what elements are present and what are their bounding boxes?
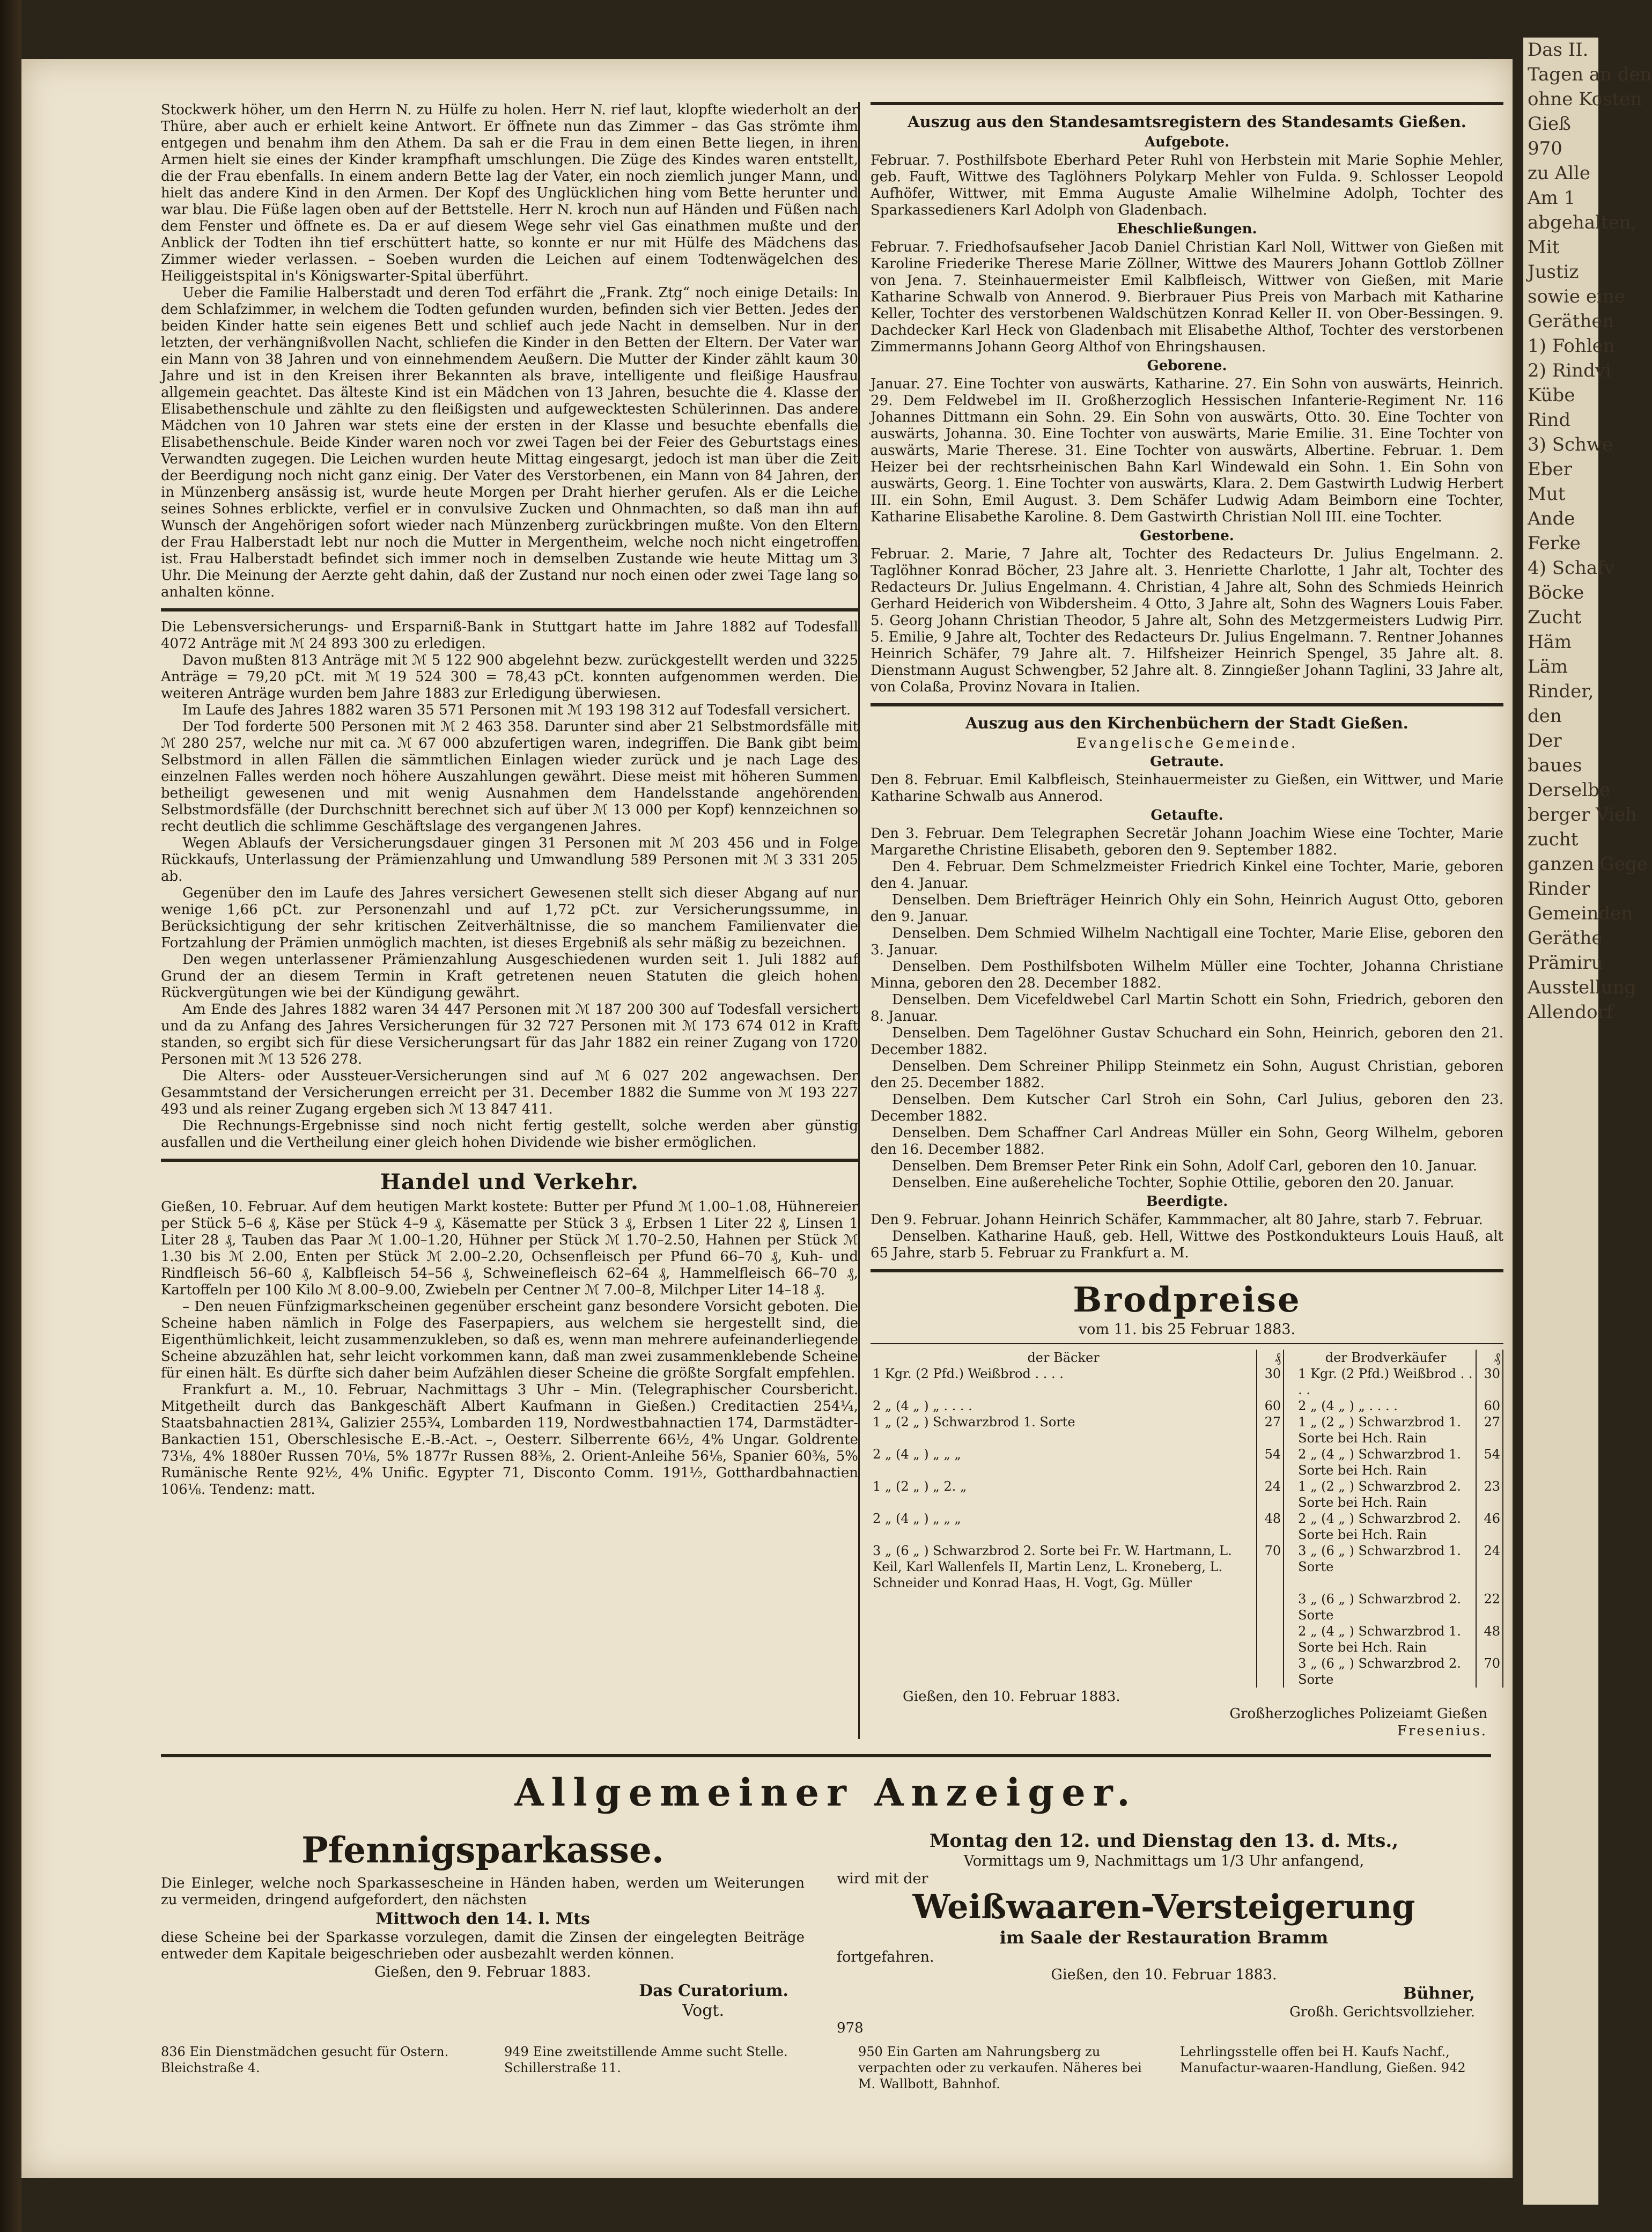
- sparkasse-ad: [161, 1829, 805, 2020]
- baptism-entry: Denselben. Dem Schmied Wilhelm Nachtigall eine Tochter, Marie Elise, geboren den 3. Januar.: [871, 925, 1503, 958]
- adjacent-page-text: 3) Schwe: [1528, 434, 1613, 455]
- spacer: [1284, 1478, 1296, 1511]
- auction-date: Montag den 12. und Dienstag den 13. d. Mts.,: [929, 1830, 1399, 1852]
- verkaeufer-item: 2 „ (4 „ ) Schwarzbrod 1. Sorte bei Hch. Rain: [1298, 1447, 1461, 1478]
- table-row: [871, 1414, 1503, 1446]
- brodpreise-date: Gießen, den 10. Februar 1883.: [903, 1689, 1120, 1705]
- book-binding: [0, 0, 21, 2232]
- geborene-heading: Geborene.: [1147, 358, 1227, 374]
- spacer: [1284, 1591, 1296, 1623]
- baecker-item: 1 „ (2 „ ) „ 2. „: [873, 1479, 967, 1494]
- verkaeufer-item: 3 „ (6 „ ) Schwarzbrod 2. Sorte: [1298, 1656, 1461, 1687]
- adjacent-page-text: Der: [1528, 730, 1562, 752]
- ad-text: Eine zweitstillende Amme sucht Stelle. Schillerstraße 11.: [504, 2044, 788, 2075]
- adjacent-page-text: ganzen Gege: [1528, 853, 1648, 875]
- insurance-article: [161, 619, 858, 1151]
- table-row: [871, 1446, 1503, 1478]
- brodpreise-office: Großherzogliches Polizeiamt Gießen: [1229, 1706, 1487, 1722]
- auction-signature: Bühner,: [1403, 1984, 1475, 2003]
- table-row: [871, 1543, 1503, 1591]
- spacer: [1284, 1543, 1296, 1591]
- right-column: [858, 102, 1503, 1739]
- adjacent-page-text: zucht: [1528, 829, 1579, 850]
- adjacent-page-text: Ande: [1528, 508, 1575, 529]
- ad-number: 978: [837, 2020, 864, 2036]
- adjacent-page-text: 4) Schafv: [1528, 557, 1614, 579]
- adjacent-page-text: Mut: [1528, 483, 1566, 505]
- verkaeufer-price: 22: [1476, 1591, 1503, 1623]
- adjacent-page-edge: [1523, 38, 1652, 2205]
- small-ad: [504, 2044, 805, 2076]
- getraute-text: Den 8. Februar. Emil Kalbfleisch, Steinhauermeister zu Gießen, ein Wittwer, und Marie Katharine Schwalb aus Annerod.: [871, 772, 1503, 805]
- verkaeufer-price: 54: [1476, 1446, 1503, 1478]
- baptism-entry: Den 4. Februar. Dem Schmelzmeister Friedrich Kinkel eine Tochter, Marie, geboren den 4. Januar.: [871, 859, 1503, 892]
- table-row: [871, 1478, 1503, 1511]
- beerdigte-heading: Beerdigte.: [1146, 1194, 1228, 1210]
- ad-number: 950: [858, 2044, 883, 2059]
- section-divider: [871, 1343, 1503, 1344]
- geborene-text: Januar. 27. Eine Tochter von auswärts, Katharine. 27. Ein Sohn von auswärts, Heinrich. 29. Dem Feldwebel im II. Großherzoglich Hessischen Infanterie-Regiment Nr. 116 Johannes Dittmann ein Sohn. 29. Ein Sohn von auswärts, Otto. 30. Eine Tochter von auswärts, Johanna. 30. Eine Tochter von auswärts, Marie Emilie. 31. Eine Tochter von auswärts, Marie Therese. 31. Eine Tochter von auswärts, Albertine. Februar. 1. Dem Heizer bei der rechtsrheinischen Bahn Karl Windewald ein Sohn. 1. Ein Sohn von auswärts, Georg. 1. Eine Tochter von auswärts, Klara. 2. Dem Gastwirth Ludwig Herbert III. ein Sohn, Emil August. 3. Dem Schäfer Ludwig Adam Beimborn eine Tochter, Katharine Elisabethe Karoline. 8. Dem Gastwirth Christian Noll III. eine Tochter.: [871, 376, 1503, 525]
- article-paragraph: Die Alters- oder Aussteuer-Versicherungen sind auf ℳ 6 027 202 angewachsen. Der Gesammtstand der Versicherungen erreicht per 31. December 1882 die Summe von ℳ 193 227 493 und als reiner Zugang ergeben sich ℳ 13 847 411.: [161, 1068, 858, 1117]
- brodpreise-period: vom 11. bis 25 Februar 1883.: [1078, 1321, 1296, 1338]
- adjacent-page-text: baues: [1528, 755, 1582, 776]
- baecker-price: 70: [1257, 1543, 1284, 1591]
- baecker-header: der Bäcker: [1027, 1350, 1100, 1365]
- verkaeufer-price: 23: [1476, 1478, 1503, 1511]
- auction-time: Vormittags um 9, Nachmittags um 1/3 Uhr anfangend,: [963, 1853, 1365, 1869]
- spacer: [1284, 1398, 1296, 1414]
- spacer: [1284, 1655, 1296, 1688]
- sparkasse-date: Mittwoch den 14. l. Mts: [375, 1910, 590, 1928]
- verkaeufer-item: 2 „ (4 „ ) „ . . . .: [1298, 1398, 1398, 1413]
- continuation-article: [161, 102, 858, 601]
- advertisement-section: [161, 1770, 1491, 2036]
- adjacent-page-text: 1) Fohlen: [1528, 335, 1615, 357]
- getaufte-heading: Getaufte.: [1150, 807, 1223, 823]
- auction-continue: fortgefahren.: [837, 1949, 934, 1965]
- article-paragraph: – Den neuen Fünfzigmarkscheinen gegenüber erscheint ganz besondere Vorsicht geboten. Die Scheine haben nämlich in Folge des Faserpapiers, aus welchem sie hergestellt sind, die Eigenthümlichkeit, leicht zusammenzukleben, so daß es, wenn man mehrere aufeinanderliegende Scheine abzuzählen hat, sehr leicht vorkommen kann, daß man zwei zusammenklebende Scheine für einen hält. Es dürfte sich daher beim Aufzählen dieser Scheine die größte Sorgfalt empfehlen.: [161, 1299, 858, 1381]
- baptism-entry: Denselben. Dem Kutscher Carl Stroh ein Sohn, Carl Julius, geboren den 23. December 1882.: [871, 1092, 1503, 1124]
- adjacent-page-text: Häm: [1528, 631, 1572, 653]
- section-divider: [161, 608, 858, 612]
- gestorbene-text: Februar. 2. Marie, 7 Jahre alt, Tochter des Redacteurs Dr. Julius Engelmann. 2. Taglöhner Konrad Böcher, 23 Jahre alt. 3. Henriette Charlotte, 1 Jahr alt, Tochter des Redacteurs Dr. Julius Engelmann. 4. Christian, 4 Jahre alt, Sohn des Schmieds Heinrich Gerhard Heiderich von Wibdersheim. 4 Otto, 3 Jahre alt, Sohn des Wagners Louis Faber. 5. Georg Johann Christian Theodor, 5 Jahre alt, Sohn des Metzgermeisters Ludwig Pirr. 5. Emilie, 9 Jahre alt, Tochter des Redacteurs Dr. Julius Engelmann. 7. Rentner Johannes Heinrich Schäfer, 79 Jahre alt. 7. Hilfsheizer Heinrich Spengel, 35 Jahre alt. 8. Dienstmann August Schwengber, 52 Jahre alt. 8. Zinngießer Johann Taglini, 33 Jahre alt, von Colaßa, Provinz Novara in Italien.: [871, 546, 1503, 695]
- article-paragraph: Gegenüber den im Laufe des Jahres versichert Gewesenen stellt sich dieser Abgang auf nur wenige 1,66 pCt. zur Personenzahl und auf 1,72 pCt. zur Versicherungssumme, in Berücksichtigung der sehr kritischen Zeitverhältnisse, die so manchem Familienvater die Fortzahlung der Prämien unmöglich machten, ist dieses Ergebniß als sehr mäßig zu bezeichnen.: [161, 885, 858, 951]
- article-paragraph: Die Lebensversicherungs- und Ersparniß-Bank in Stuttgart hatte im Jahre 1882 auf Todesfall 4072 Anträge mit ℳ 24 893 300 zu erledigen.: [161, 619, 858, 652]
- adjacent-page-text: Rinder: [1528, 878, 1590, 900]
- spacer: [1284, 1414, 1296, 1446]
- sparkasse-title: Pfennigsparkasse.: [301, 1829, 664, 1871]
- sparkasse-text: diese Scheine bei der Sparkasse vorzulegen, damit die Zinsen der eingelegten Beiträge entweder dem Kapitale beigeschrieben oder ausbezahlt werden können.: [161, 1929, 805, 1962]
- auction-place: im Saale der Restauration Bramm: [999, 1927, 1329, 1948]
- baptism-entry: Den 3. Februar. Dem Telegraphen Secretär Johann Joachim Wiese eine Tochter, Marie Margarethe Christine Elisabeth, geboren den 9. September 1882.: [871, 826, 1503, 858]
- verkaeufer-price: 70: [1476, 1655, 1503, 1688]
- adjacent-page-text: Derselbe: [1528, 779, 1610, 801]
- getraute-heading: Getraute.: [1150, 754, 1224, 770]
- ad-number: 942: [1441, 2060, 1466, 2075]
- section-divider: [161, 1159, 858, 1162]
- verkaeufer-price: 27: [1476, 1414, 1503, 1446]
- baecker-price: 30: [1257, 1366, 1284, 1398]
- kirchen-subheading: Evangelische Gemeinde.: [1076, 735, 1298, 752]
- verkaeufer-price: 30: [1476, 1366, 1503, 1398]
- adjacent-page-text: sowie eine: [1528, 286, 1625, 307]
- baecker-price: [1257, 1623, 1284, 1655]
- baecker-item: 1 Kgr. (2 Pfd.) Weißbrod . . . .: [873, 1366, 1064, 1381]
- aufgebote-heading: Aufgebote.: [1144, 134, 1230, 150]
- article-paragraph: Gießen, 10. Februar. Auf dem heutigen Markt kostete: Butter per Pfund ℳ 1.00–1.08, Hühnereier per Stück 5–6 ₰, Käse per Stück 4–9 ₰, Käsematte per Stück 3 ₰, Erbsen 1 Liter 22 ₰, Linsen 1 Liter 28 ₰, Tauben das Paar ℳ 1.00–1.20, Hühner per Stück ℳ 1.70–2.50, Hahnen per Stück ℳ 1.30 bis ℳ 2.00, Enten per Stück ℳ 2.00–2.20, Ochsenfleisch per Pfund 66–70 ₰, Kuh- und Rindfleisch 56–60 ₰, Kalbfleisch 54–56 ₰, Schweinefleisch 62–64 ₰, Hammelfleisch 66–70 ₰, Kartoffeln per 100 Kilo ℳ 8.00–9.00, Zwiebeln per Centner ℳ 7.00–8, Milchper Liter 14–18 ₰.: [161, 1199, 858, 1298]
- adjacent-page-text: Rinder,: [1528, 681, 1594, 702]
- baptism-entry: Denselben. Dem Posthilfsboten Wilhelm Müller eine Tochter, Johanna Christiane Minna, geboren den 28. December 1882.: [871, 959, 1503, 991]
- baptism-entry: Denselben. Dem Vicefeldwebel Carl Martin Schott ein Sohn, Friedrich, geboren den 8. Januar.: [871, 992, 1503, 1025]
- article-paragraph: Die Rechnungs-Ergebnisse sind noch nicht fertig gestellt, solche werden aber günstig ausfallen und die Vertheilung einer gleich hohen Dividende wie bisher ermöglichen.: [161, 1118, 858, 1151]
- trade-heading: Handel und Verkehr.: [380, 1169, 639, 1195]
- ad-text: Ein Dienstmädchen gesucht für Ostern. Bleichstraße 4.: [161, 2044, 449, 2075]
- adjacent-page-text: Gemeinden: [1528, 903, 1633, 924]
- table-row: [871, 1398, 1503, 1414]
- sparkasse-signature-name: Vogt.: [682, 2001, 724, 2020]
- adjacent-page-text: Böcke: [1528, 582, 1584, 603]
- article-paragraph: Davon mußten 813 Anträge mit ℳ 5 122 900 abgelehnt bezw. zurückgestellt werden und 3225 Anträge = 79,20 pCt. mit ℳ 19 524 300 = 78,43 pCt. konnten aufgenommen werden. Die weiteren Anträge wurden bem Jahre 1883 zur Erledigung überwiesen.: [161, 652, 858, 702]
- small-ad: [161, 2044, 483, 2076]
- baecker-item: 2 „ (4 „ ) „ „ „: [873, 1511, 961, 1526]
- verkaeufer-item: 1 „ (2 „ ) Schwarzbrod 2. Sorte bei Hch. Rain: [1298, 1479, 1461, 1510]
- left-column: [161, 102, 858, 1498]
- verkaeufer-item: 3 „ (6 „ ) Schwarzbrod 2. Sorte: [1298, 1592, 1461, 1623]
- baecker-item: 3 „ (6 „ ) Schwarzbrod 2. Sorte bei Fr. W. Hartmann, L. Keil, Karl Wallenfels II, Martin Lenz, L. Kroneberg, L. Schneider und Konrad Haas, H. Vogt, Gg. Müller: [873, 1543, 1232, 1590]
- verkaeufer-item: 1 Kgr. (2 Pfd.) Weißbrod . . . .: [1298, 1366, 1473, 1397]
- small-ad: [1180, 2044, 1491, 2076]
- adjacent-page-text: Läm: [1528, 656, 1568, 677]
- bread-rows: [871, 1366, 1503, 1688]
- gestorbene-heading: Gestorbene.: [1140, 528, 1234, 544]
- table-row: [871, 1511, 1503, 1543]
- burial-entry: Den 9. Februar. Johann Heinrich Schäfer, Kammmacher, alt 80 Jahre, starb 7. Februar.: [871, 1212, 1483, 1228]
- baecker-item: 1 „ (2 „ ) Schwarzbrod 1. Sorte: [873, 1415, 1075, 1430]
- table-row: [871, 1623, 1503, 1655]
- adjacent-page-text: Eber: [1528, 459, 1572, 480]
- bread-price-table: [871, 1350, 1503, 1688]
- baptism-entry: Denselben. Dem Briefträger Heinrich Ohly ein Sohn, Heinrich August Otto, geboren den 9. Januar.: [871, 892, 1503, 925]
- auction-lead: wird mit der: [837, 1870, 928, 1887]
- article-paragraph: Im Laufe des Jahres 1882 waren 35 571 Personen mit ℳ 193 198 312 auf Todesfall versichert.: [182, 702, 851, 718]
- adjacent-page-text: Justiz: [1528, 261, 1579, 283]
- adjacent-page-text: ohne Kosten: [1528, 89, 1642, 110]
- baptism-entry: Denselben. Dem Schaffner Carl Andreas Müller ein Sohn, Georg Wilhelm, geboren den 16. December 1882.: [871, 1125, 1503, 1158]
- standesamt-heading: Auszug aus den Standesamtsregistern des Standesamts Gießen.: [908, 113, 1466, 131]
- article-paragraph: Den wegen unterlassener Prämienzahlung Ausgeschiedenen wurden seit 1. Juli 1882 auf Grund der an diesem Termin in Kraft getretenen neuen Statuten die gleich hohen Rückvergütungen wie bei der Kündigung gewährt.: [161, 952, 858, 1001]
- adjacent-page-text: Gieß: [1528, 113, 1571, 135]
- ad-text: Ein Garten am Nahrungsberg zu verpachten oder zu verkaufen. Näheres bei M. Wallbott, Bahnhof.: [858, 2044, 1142, 2091]
- adjacent-page-text: den: [1528, 705, 1562, 727]
- table-row: [871, 1655, 1503, 1688]
- baecker-price: 27: [1257, 1414, 1284, 1446]
- sparkasse-place: Gießen, den 9. Februar 1883.: [374, 1964, 592, 1980]
- table-row: [871, 1366, 1503, 1398]
- adjacent-page-text: 2) Rindvi: [1528, 360, 1611, 381]
- adjacent-page-text: abgehalten,: [1528, 212, 1637, 233]
- adjacent-page-text: berger Vieh: [1528, 804, 1637, 826]
- auction-ad: [837, 1829, 1491, 2036]
- adjacent-page-text: Allendorf: [1528, 1001, 1613, 1023]
- verkaeufer-price: 60: [1476, 1398, 1503, 1414]
- eheschliessungen-text: Februar. 7. Friedhofsaufseher Jacob Daniel Christian Karl Noll, Wittwer von Gießen mit Karoline Friederike Therese Marie Zöllner, Wittwe des Maurers Johann Gottlob Zöllner von Jena. 7. Steinhauermeister Emil Kalbfleisch, Wittwer von Gießen, mit Marie Katharine Schwalb von Annerod. 9. Bierbrauer Pius Preis von Marbach mit Katharine Keller, Tochter des verstorbenen Waldschützen Konrad Keller II. von Ober-Bessingen. 9. Dachdecker Karl Heck von Gladenbach mit Elisabethe Althof, Tochter des verstorbenen Zimmermanns Johann Georg Althof von Ehringshausen.: [871, 239, 1503, 355]
- adjacent-page-text: 970: [1528, 138, 1562, 159]
- burial-entry: Denselben. Katharine Hauß, geb. Hell, Wittwe des Postkondukteurs Louis Hauß, alt 65 Jahre, starb 5. Februar zu Frankfurt a. M.: [871, 1228, 1503, 1261]
- adjacent-page-text: Das II.: [1528, 39, 1589, 61]
- baptism-entry: Denselben. Dem Schreiner Philipp Steinmetz ein Sohn, August Christian, geboren den 25. December 1882.: [871, 1058, 1503, 1091]
- baecker-item: [871, 1591, 1257, 1623]
- verkaeufer-price: 48: [1476, 1623, 1503, 1655]
- article-paragraph: Ueber die Familie Halberstadt und deren Tod erfährt die „Frank. Ztg“ noch einige Details: In dem Schlafzimmer, in welchem die Todten gefunden wurden, befinden sich vier Betten. Jedes der beiden Kinder hatte sein eigenes Bett und schlief auch jede Nacht in demselben. Nur in der letzten, der verhängnißvollen Nacht, schliefen die Kinder in den Betten der Eltern. Der Vater war ein Mann von 38 Jahren und von einnehmendem Aeußern. Die Mutter der Kinder zählt kaum 30 Jahre und ist in den Kreisen ihrer Bekannten als brave, intelligente und fleißige Hausfrau allgemein geachtet. Das älteste Kind ist ein Mädchen von 13 Jahren, besuchte die 4. Klasse der Elisabethenschule und zählte zu den fleißigsten und aufgewecktesten Schülerinnen. Das andere Mädchen von 10 Jahren war stets eine der ersten in der Klasse und besuchte ebenfalls die Elisabethenschule. Beide Kinder waren noch vor zwei Tagen bei der Feier des Geburtstags eines Verwandten zugegen. Die Leichen wurden heute Mittag eingesargt, jedoch ist man über die Zeit der Beerdigung noch nicht ganz einig. Der Vater des Verstorbenen, ein Mann von 84 Jahren, der in Münzenberg ansässig ist, wurde heute Morgen per Draht hierher gerufen. Als er die Leiche seines Sohnes erblickte, verfiel er in convulsive Zucken und Ohnmachten, so daß man ihn auf Wunsch der Angehörigen sofort wieder nach Münzenberg zurückbringen mußte. Von den Eltern der Frau Halberstadt lebt nur noch die Mutter in Mergentheim, welche noch nicht eingetroffen ist. Frau Halberstadt befindet sich immer noch in demselben Zustande wie heute Mittag um 3 Uhr. Die Meinung der Aerzte geht dahin, daß der Zustand nur noch einen oder zwei Tage lang so anhalten könne.: [161, 285, 858, 600]
- baecker-item: 2 „ (4 „ ) „ . . . .: [873, 1398, 972, 1413]
- adjacent-page-text: Ausstellung: [1528, 977, 1636, 998]
- eheschliessungen-heading: Eheschließungen.: [1117, 221, 1257, 237]
- ad-number: 836: [161, 2044, 186, 2059]
- spacer: [1284, 1511, 1296, 1543]
- trade-article: [161, 1199, 858, 1498]
- adjacent-page-text: Geräthen: [1528, 311, 1614, 332]
- adjacent-page-text: zu Alle: [1528, 163, 1591, 184]
- anzeiger-title: Allgemeiner Anzeiger.: [514, 1770, 1138, 1815]
- sparkasse-signature: Das Curatorium.: [639, 1981, 788, 2000]
- sparkasse-text: Die Einleger, welche noch Sparkassescheine in Händen haben, werden um Weiterungen zu vermeiden, dringend aufgefordert, den nächsten: [161, 1875, 805, 1908]
- section-divider: [871, 703, 1503, 706]
- baptism-entry: Denselben. Eine außereheliche Tochter, Sophie Ottilie, geboren den 20. Januar.: [892, 1175, 1455, 1191]
- brodpreise-signature: Fresenius.: [1397, 1723, 1487, 1739]
- adjacent-page-text: Zucht: [1528, 607, 1582, 628]
- brodpreise-title: Brodpreise: [1073, 1280, 1301, 1320]
- baecker-price: 60: [1257, 1398, 1284, 1414]
- aufgebote-text: Februar. 7. Posthilfsbote Eberhard Peter Ruhl von Herbstein mit Marie Sophie Mehler, geb. Fauft, Wittwe des Taglöhners Polykarp Mehler von Fulda. 9. Schlosser Leopold Aufhöfer, Wittwer, mit Emma Auguste Amalie Wilhelmine Adolph, Tochter des Sparkassedieners Karl Adolph von Gladenbach.: [871, 152, 1503, 218]
- adjacent-page-text: Mit: [1528, 237, 1560, 258]
- table-header-row: [871, 1350, 1503, 1366]
- section-divider: [161, 1754, 1491, 1757]
- adjacent-page-text: Ferke: [1528, 533, 1581, 554]
- spacer: [1284, 1623, 1296, 1655]
- kirchen-heading: Auszug aus den Kirchenbüchern der Stadt Gießen.: [965, 714, 1408, 732]
- small-ad: [858, 2044, 1159, 2092]
- section-divider: [871, 1269, 1503, 1272]
- adjacent-page-text: Tagen an den: [1528, 64, 1652, 85]
- adjacent-page-text: Am 1: [1528, 187, 1576, 209]
- adjacent-page-text: Kübe: [1528, 385, 1575, 406]
- baecker-item: 2 „ (4 „ ) „ „ „: [873, 1447, 961, 1462]
- currency-header: ₰: [1476, 1350, 1503, 1366]
- spacer: [1284, 1366, 1296, 1398]
- ad-text: Lehrlingsstelle offen bei H. Kaufs Nachf., Manufactur-waaren-Handlung, Gießen.: [1180, 2044, 1450, 2075]
- baecker-item: [871, 1623, 1257, 1655]
- auction-title: Weißwaaren-Versteigerung: [912, 1887, 1415, 1926]
- baecker-item: [871, 1655, 1257, 1688]
- article-paragraph: Frankfurt a. M., 10. Februar, Nachmittags 3 Uhr – Min. (Telegraphischer Coursbericht. Mitgetheilt durch das Bankgeschäft Albert Kaufmann in Gießen.) Creditactien 254¼, Staatsbahnactien 281¾, Galizier 255¾, Lombarden 119, Nordwestbahnactien 174, Darmstädter-Bankactien 151, Oberschlesische E.-B.-Act. –, Oesterr. Silberrente 66½, 4% Ungar. Goldrente 73⅛, 4% 1880er Russen 70⅛, 5% 1877r Russen 88⅜, 2. Orient-Anleihe 56⅛, Spanier 60⅜, 5% Rumänische Rente 92½, 4% Unific. Egypter 71, Disconto Comm. 191½, Gotthardbahnactien 106⅛. Tendenz: matt.: [161, 1382, 858, 1498]
- baptism-entry: Denselben. Dem Tagelöhner Gustav Schuchard ein Sohn, Heinrich, geboren den 21. December 1882.: [871, 1025, 1503, 1058]
- currency-header: ₰: [1257, 1350, 1284, 1366]
- baecker-price: [1257, 1591, 1284, 1623]
- article-paragraph: Stockwerk höher, um den Herrn N. zu Hülfe zu holen. Herr N. rief laut, klopfte wiederholt an der Thüre, aber auch er erhielt keine Antwort. Er öffnete nun das Zimmer – das Gas strömte ihm entgegen und benahm ihm den Athem. Da sah er die Frau in dem einen Bette liegen, in ihren Armen hielt sie eines der Kinder krampfhaft umschlungen. Die Züge des Kindes waren entstellt, die der Frau ebenfalls. In einem andern Bette lag der Vater, ein noch ziemlich junger Mann, und hielt das andere Kind in den Armen. Der Kopf des Unglücklichen hing vom Bette herunter und war blau. Die Füße lagen oben auf der Bettstelle. Herr N. kroch nun auf Händen und Füßen nach dem Fenster und öffnete es. Da er auf diesem Wege sehr viel Gas einathmen mußte und der Anblick der Todten ihn tief erschüttert hatte, so konnte er nur mit Hülfe des Mädchens das Zimmer wieder verlassen. – Soeben wurden die Leichen auf einem Todtenwägelchen des Heiliggeistspital in's Königswarter-Spital überführt.: [161, 102, 858, 284]
- article-paragraph: Wegen Ablaufs der Versicherungsdauer gingen 31 Personen mit ℳ 203 456 und in Folge Rückkaufs, Unterlassung der Prämienzahlung und Umwandlung 589 Personen mit ℳ 3 331 205 ab.: [161, 835, 858, 885]
- verkaeufer-item: 1 „ (2 „ ) Schwarzbrod 1. Sorte bei Hch. Rain: [1298, 1415, 1461, 1446]
- section-divider: [871, 102, 1503, 105]
- verkaeufer-price: 46: [1476, 1511, 1503, 1543]
- article-paragraph: Am Ende des Jahres 1882 waren 34 447 Personen mit ℳ 187 200 300 auf Todesfall versichert und da zu Anfang des Jahres Versicherungen für 32 727 Personen mit ℳ 173 674 012 in Kraft standen, so ergibt sich für diese Versicherungsart für das Jahr 1882 ein reiner Zugang von 1720 Personen mit ℳ 13 526 278.: [161, 1001, 858, 1067]
- verkaeufer-item: 2 „ (4 „ ) Schwarzbrod 1. Sorte bei Hch. Rain: [1298, 1624, 1461, 1655]
- article-paragraph: Der Tod forderte 500 Personen mit ℳ 2 463 358. Darunter sind aber 21 Selbstmordsfälle mit ℳ 280 257, welche nur mit ca. ℳ 67 000 abzufertigen waren, indegriffen. Die Bank gibt beim Selbstmord in allen Fällen die sämmtlichen Einlagen wieder zurück und je nach Lage des einzelnen Falles werden noch höhere Auszahlungen gewährt. Diese meist mit höheren Summen betheiligt gewesenen und mit wenig Ausnahmen dem Handelsstande angehörenden Selbstmordsfälle (der Durchschnitt berechnet sich auf über ℳ 13 000 per Kopf) kennzeichnen so recht deutlich die schlimme Geschäftslage des vergangenen Jahres.: [161, 719, 858, 835]
- verkaeufer-item: 3 „ (6 „ ) Schwarzbrod 1. Sorte: [1298, 1543, 1461, 1574]
- spacer: [1284, 1446, 1296, 1478]
- adjacent-page-text: Geräthe: [1528, 927, 1603, 949]
- verkaeufer-price: 24: [1476, 1543, 1503, 1591]
- auction-date-line: Gießen, den 10. Februar 1883.: [1051, 1966, 1277, 1983]
- adjacent-page-text: Rind: [1528, 409, 1571, 431]
- ad-number: 949: [504, 2044, 529, 2059]
- baptism-entry: Denselben. Dem Bremser Peter Rink ein Sohn, Adolf Carl, geboren den 10. Januar.: [892, 1158, 1478, 1174]
- adjacent-page-text: Prämiru: [1528, 952, 1603, 974]
- baecker-price: 48: [1257, 1511, 1284, 1543]
- baecker-price: 24: [1257, 1478, 1284, 1511]
- baecker-price: [1257, 1655, 1284, 1688]
- verkaeufer-item: 2 „ (4 „ ) Schwarzbrod 2. Sorte bei Hch. Rain: [1298, 1511, 1461, 1542]
- baecker-price: 54: [1257, 1446, 1284, 1478]
- table-row: [871, 1591, 1503, 1623]
- newspaper-page: [21, 59, 1513, 2178]
- auction-role: Großh. Gerichtsvollzieher.: [1289, 2004, 1475, 2020]
- verkaeufer-header: der Brodverkäufer: [1325, 1350, 1447, 1365]
